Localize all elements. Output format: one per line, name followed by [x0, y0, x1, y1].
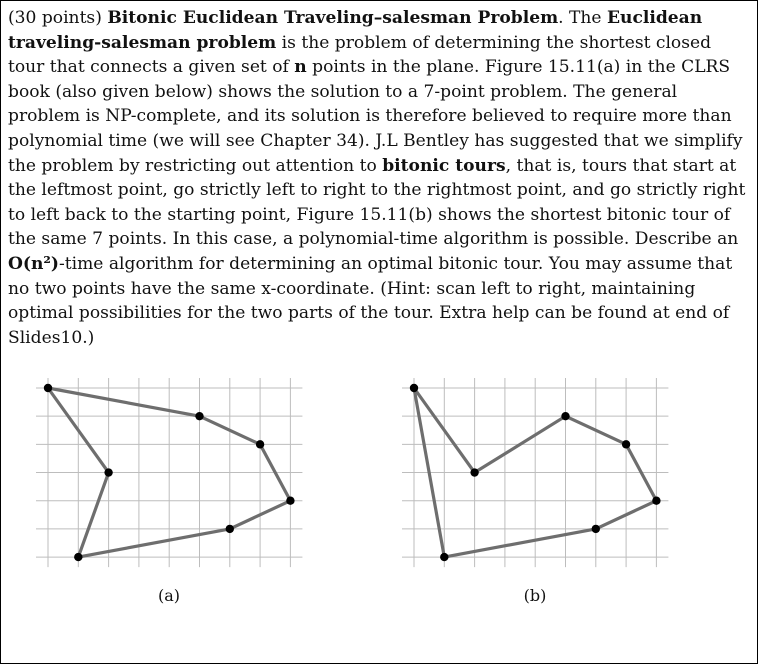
- caption-b: (b): [523, 586, 547, 605]
- problem-text-5: -time algorithm for determining an optimal bitonic tour. You may assume that no two points have the same x-coordinate. (Hint: scan left to right, maintaining optimal possibilities for the two parts of the tour. Extra help can be found at end of Slides10.): [8, 253, 733, 348]
- figure-b-point: [440, 553, 448, 561]
- figure-a-tour-edge: [78, 473, 108, 558]
- figure-a-point: [256, 440, 264, 448]
- figure-a-tour-edge: [78, 529, 230, 557]
- problem-text-4: , that is, tours that start at the leftmost point, go strictly left to right to the rightmost point, and go strictly right to left back to the starting point, Figure 15.11(b) shows the shortest bitonic tour of the same 7 points. In this case, a polynomial-time algorithm is possible. Describe an: [8, 155, 746, 250]
- figure-a-point: [195, 412, 203, 420]
- points-label: (30 points): [8, 8, 102, 28]
- figure-b-point: [561, 412, 569, 420]
- figure-b-point: [470, 468, 478, 476]
- figure-b-point: [592, 525, 600, 533]
- problem-text-1: . The: [558, 8, 607, 28]
- figure-a-diagram: [30, 376, 330, 576]
- figure-b-diagram: [396, 376, 696, 576]
- term-n: n: [294, 57, 307, 78]
- problem-text-2: is the problem of determining the shortest closed tour that connects a given set of: [8, 32, 712, 78]
- figure-b-point: [622, 440, 630, 448]
- problem-text: [8, 6, 752, 350]
- term-euclidean: Euclidean traveling-salesman problem: [8, 8, 703, 53]
- figure-b-point: [410, 384, 418, 392]
- complexity: O(n²): [8, 253, 59, 274]
- term-bitonic: bitonic tours: [382, 155, 506, 176]
- caption-a: (a): [157, 586, 181, 605]
- figure-a-point: [104, 468, 112, 476]
- figure-a-tour-edge: [48, 388, 200, 416]
- figure-b-tour-edge: [444, 529, 596, 557]
- figure-a-point: [226, 525, 234, 533]
- figure-a-point: [44, 384, 52, 392]
- figure-a-point: [286, 497, 294, 505]
- problem-text-3: points in the plane. Figure 15.11(a) in the CLRS book (also given below) shows the solution to a 7-point problem. The general problem is NP-complete, and its solution is therefore believed to require more than polynomial time (we will see Chapter 34). J.L Bentley has suggested that we simplify the problem by restricting out attention to: [8, 57, 743, 176]
- figure-a-point: [74, 553, 82, 561]
- problem-title: Bitonic Euclidean Traveling–salesman Problem: [107, 8, 559, 28]
- figure-b-point: [652, 497, 660, 505]
